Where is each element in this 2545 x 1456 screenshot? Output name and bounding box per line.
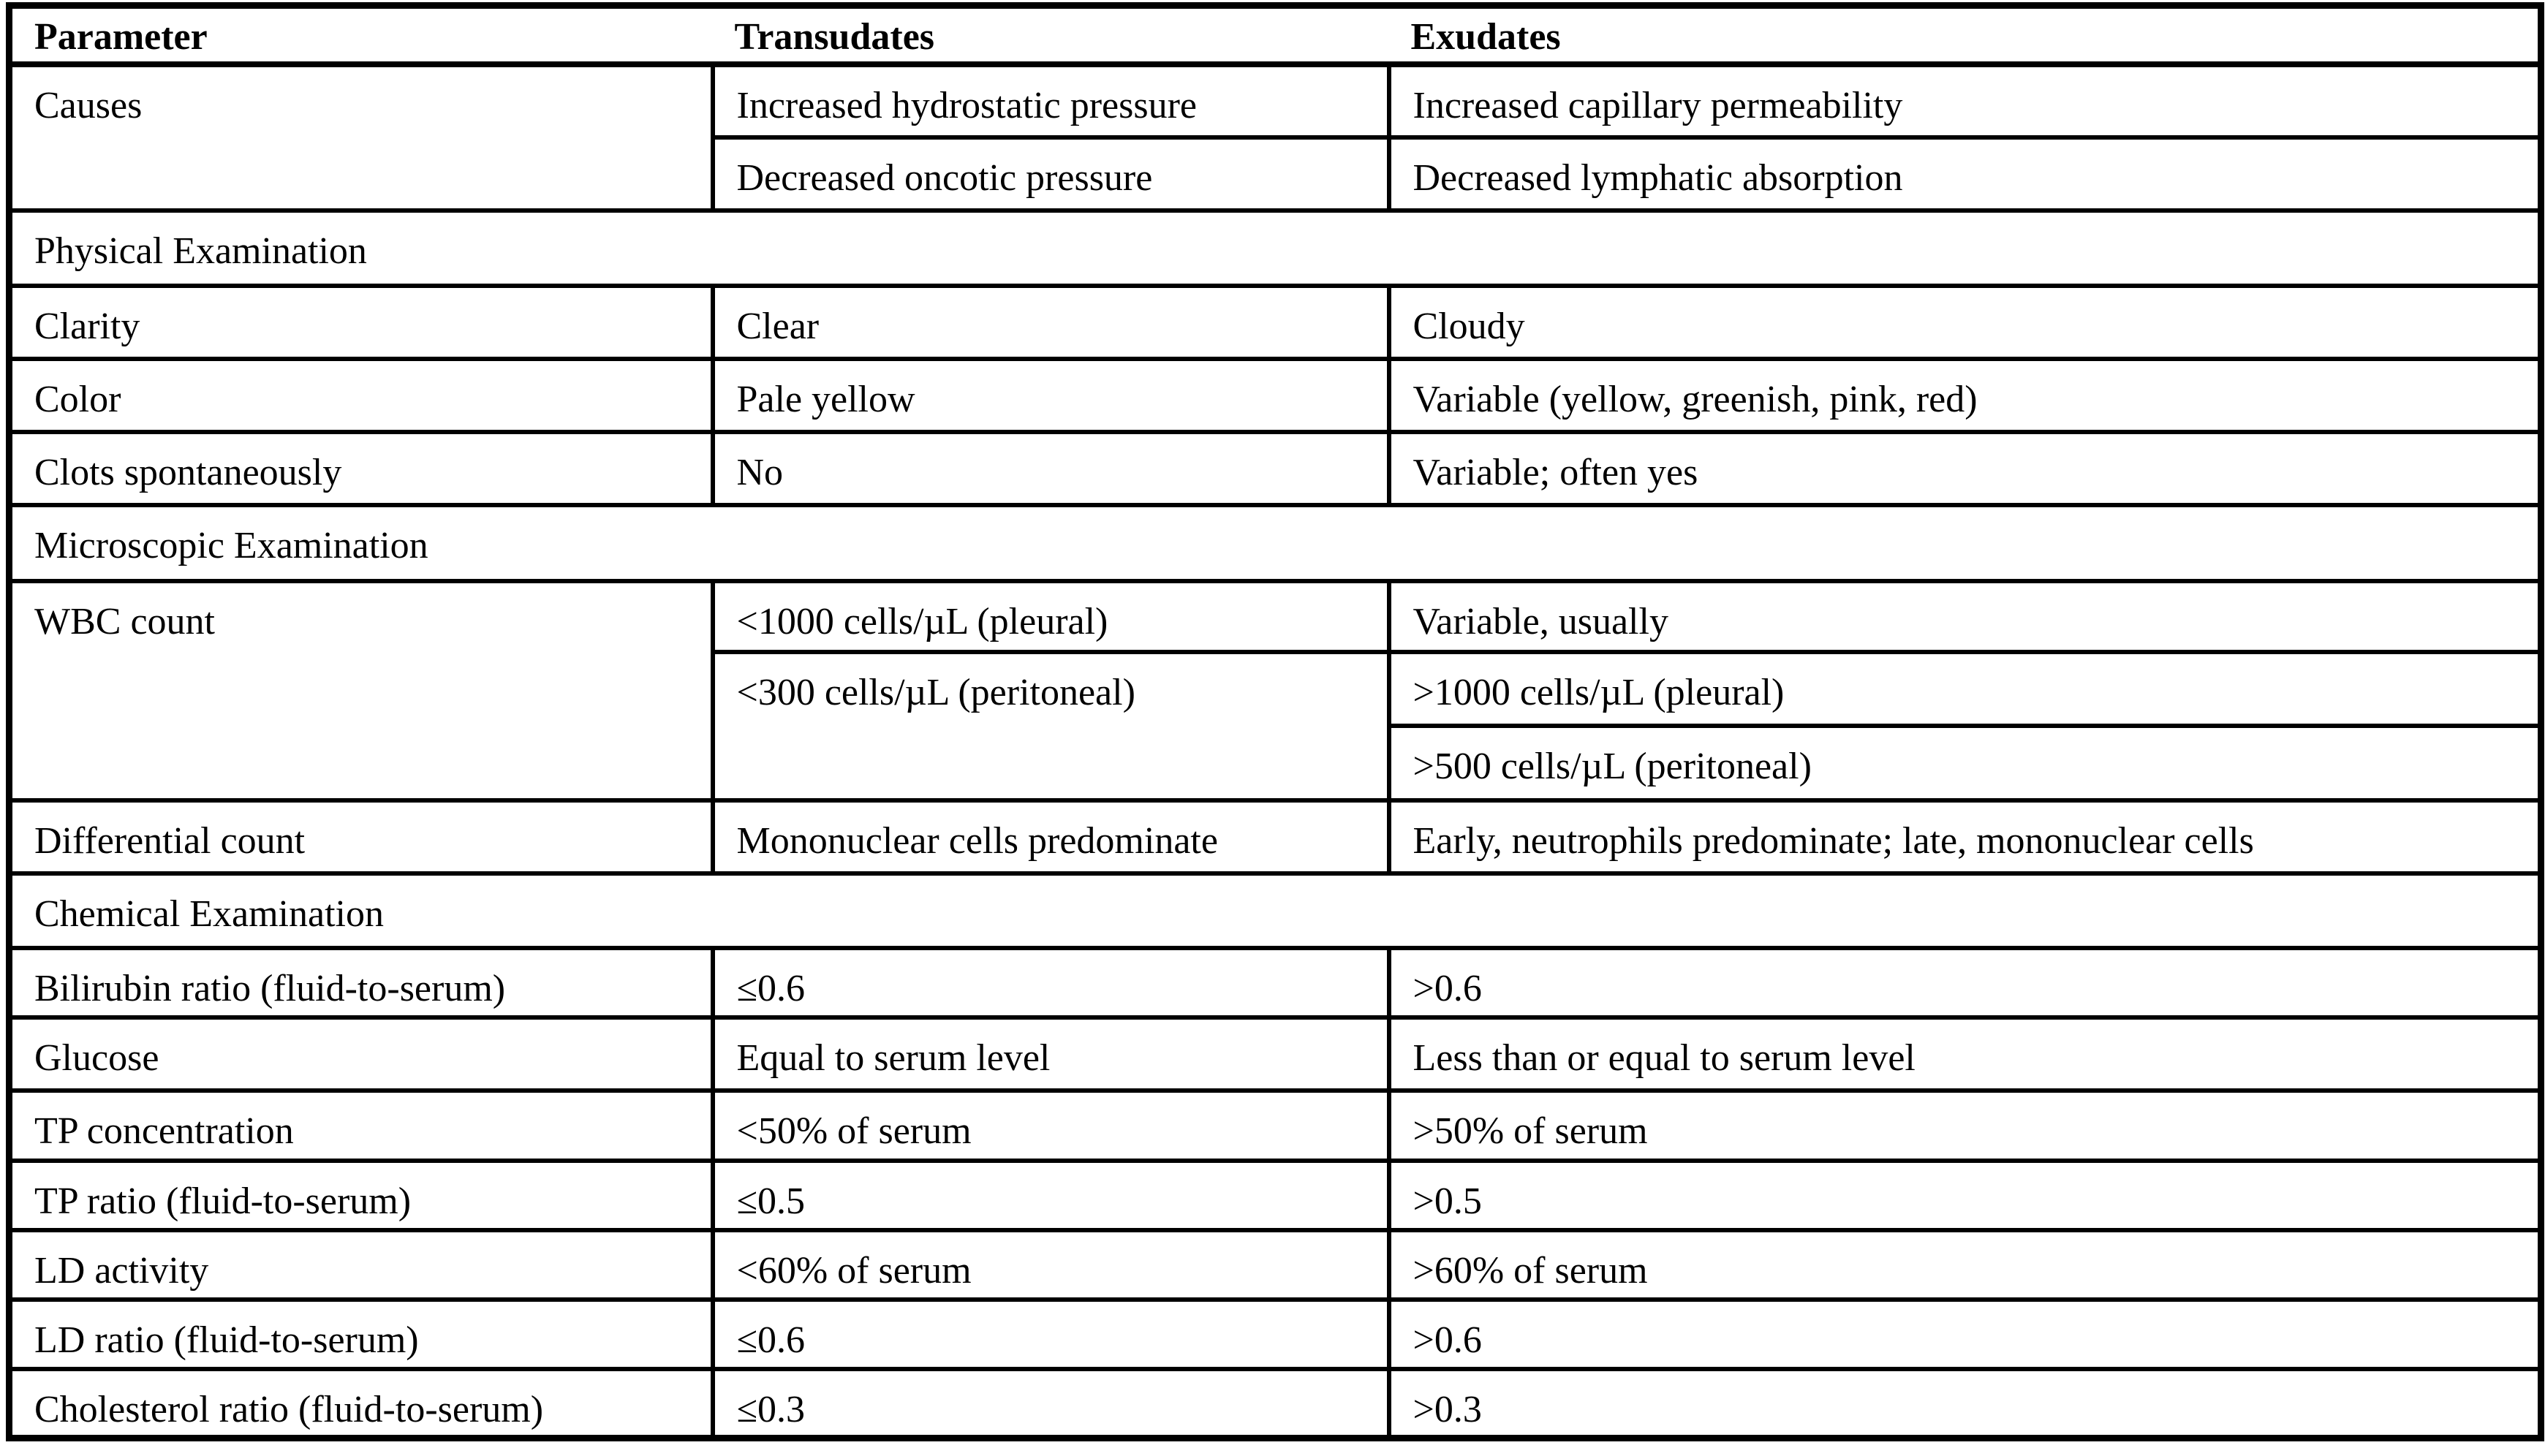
section-header-microscopic-examination: Microscopic Examination: [10, 505, 2541, 581]
table-row-ld-activity: [10, 1230, 2541, 1300]
row-label-clots-spontaneously: Clots spontaneously: [10, 432, 713, 505]
cell-causes-exudates-1: Increased capillary permeability: [1389, 64, 2541, 137]
row-label-wbc-count: WBC count: [10, 581, 713, 800]
cell-wbc-exudates-2: >1000 cells/µL (pleural): [1389, 652, 2541, 726]
row-label-ld-ratio: LD ratio (fluid-to-serum): [10, 1300, 713, 1369]
table-row-tp-concentration: [10, 1091, 2541, 1161]
table-row-causes-1: [10, 64, 2541, 137]
section-row-physical-examination: [10, 211, 2541, 286]
cell-differential-transudates: Mononuclear cells predominate: [713, 800, 1389, 873]
cell-color-exudates: Variable (yellow, greenish, pink, red): [1389, 359, 2541, 432]
cell-causes-transudates-2: Decreased oncotic pressure: [713, 137, 1389, 211]
table-row-color: [10, 359, 2541, 432]
cell-causes-transudates-1: Increased hydrostatic pressure: [713, 64, 1389, 137]
cell-clarity-exudates: Cloudy: [1389, 286, 2541, 359]
section-row-microscopic-examination: [10, 505, 2541, 581]
cell-bilirubin-transudates: ≤0.6: [713, 948, 1389, 1017]
cell-wbc-transudates-1: <1000 cells/µL (pleural): [713, 581, 1389, 652]
cell-causes-exudates-2: Decreased lymphatic absorption: [1389, 137, 2541, 211]
cell-tp-ratio-exudates: >0.5: [1389, 1161, 2541, 1230]
row-label-cholesterol-ratio: Cholesterol ratio (fluid-to-serum): [10, 1369, 713, 1438]
cell-bilirubin-exudates: >0.6: [1389, 948, 2541, 1017]
col-header-parameter: Parameter: [10, 6, 713, 64]
cell-cholesterol-exudates: >0.3: [1389, 1369, 2541, 1438]
row-label-ld-activity: LD activity: [10, 1230, 713, 1300]
table-row-bilirubin: [10, 948, 2541, 1017]
fluid-comparison-table-wrapper: [6, 2, 2544, 1441]
row-label-causes: Causes: [10, 64, 713, 211]
cell-ld-activity-transudates: <60% of serum: [713, 1230, 1389, 1300]
table-row-clots: [10, 432, 2541, 505]
row-label-tp-concentration: TP concentration: [10, 1091, 713, 1161]
cell-wbc-exudates-3: >500 cells/µL (peritoneal): [1389, 726, 2541, 800]
cell-color-transudates: Pale yellow: [713, 359, 1389, 432]
table-row-cholesterol: [10, 1369, 2541, 1438]
section-row-chemical-examination: [10, 873, 2541, 948]
cell-clots-exudates: Variable; often yes: [1389, 432, 2541, 505]
row-label-clarity: Clarity: [10, 286, 713, 359]
row-label-tp-ratio: TP ratio (fluid-to-serum): [10, 1161, 713, 1230]
table-row-clarity: [10, 286, 2541, 359]
table-row-ld-ratio: [10, 1300, 2541, 1369]
cell-glucose-transudates: Equal to serum level: [713, 1017, 1389, 1091]
row-label-glucose: Glucose: [10, 1017, 713, 1091]
cell-tp-concentration-exudates: >50% of serum: [1389, 1091, 2541, 1161]
table-header-row: [10, 6, 2541, 64]
cell-cholesterol-transudates: ≤0.3: [713, 1369, 1389, 1438]
cell-ld-activity-exudates: >60% of serum: [1389, 1230, 2541, 1300]
row-label-bilirubin-ratio: Bilirubin ratio (fluid-to-serum): [10, 948, 713, 1017]
fluid-comparison-table: [6, 2, 2544, 1441]
cell-clots-transudates: No: [713, 432, 1389, 505]
table-row-wbc-1: [10, 581, 2541, 652]
row-label-differential-count: Differential count: [10, 800, 713, 873]
cell-clarity-transudates: Clear: [713, 286, 1389, 359]
cell-glucose-exudates: Less than or equal to serum level: [1389, 1017, 2541, 1091]
table-row-differential: [10, 800, 2541, 873]
cell-wbc-exudates-1: Variable, usually: [1389, 581, 2541, 652]
cell-ld-ratio-exudates: >0.6: [1389, 1300, 2541, 1369]
col-header-transudates: Transudates: [713, 6, 1389, 64]
table-row-glucose: [10, 1017, 2541, 1091]
section-header-physical-examination: Physical Examination: [10, 211, 2541, 286]
row-label-color: Color: [10, 359, 713, 432]
cell-differential-exudates: Early, neutrophils predominate; late, mononuclear cells: [1389, 800, 2541, 873]
table-row-tp-ratio: [10, 1161, 2541, 1230]
cell-ld-ratio-transudates: ≤0.6: [713, 1300, 1389, 1369]
cell-tp-concentration-transudates: <50% of serum: [713, 1091, 1389, 1161]
cell-wbc-transudates-2: <300 cells/µL (peritoneal): [713, 652, 1389, 800]
col-header-exudates: Exudates: [1389, 6, 2541, 64]
section-header-chemical-examination: Chemical Examination: [10, 873, 2541, 948]
cell-tp-ratio-transudates: ≤0.5: [713, 1161, 1389, 1230]
